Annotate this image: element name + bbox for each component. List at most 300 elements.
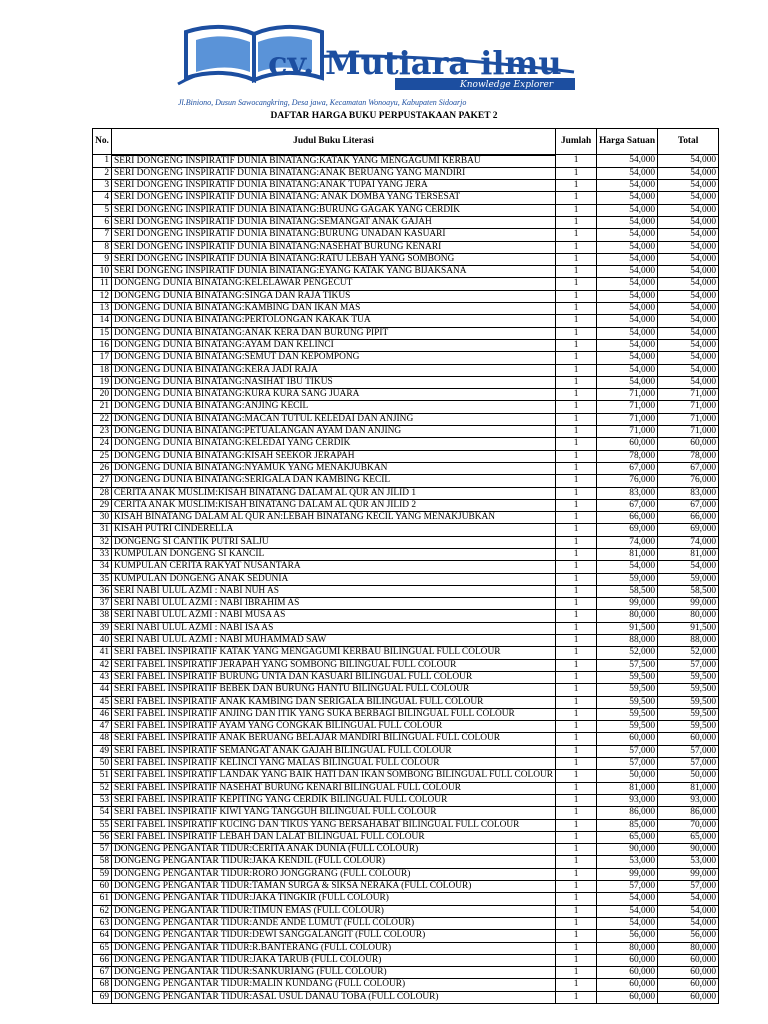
quantity: 1 (556, 180, 597, 192)
row-number: 20 (93, 389, 112, 401)
row-total: 88,000 (658, 635, 719, 647)
book-title: SERI FABEL INSPIRATIF ANJING DAN ITIK YANG SUKA BERBAGI BILINGUAL FULL COLOUR (112, 708, 556, 720)
table-row (93, 155, 719, 168)
table-row (93, 770, 719, 782)
book-title: SERI FABEL INSPIRATIF LANDAK YANG BAIK HATI DAN IKAN SOMBONG BILINGUAL FULL COLOUR (112, 770, 556, 782)
row-number: 30 (93, 512, 112, 524)
row-number: 12 (93, 290, 112, 302)
table-row (93, 364, 719, 376)
table-row (93, 979, 719, 991)
quantity: 1 (556, 610, 597, 622)
row-total: 76,000 (658, 475, 719, 487)
table-row (93, 315, 719, 327)
row-total: 59,500 (658, 696, 719, 708)
quantity: 1 (556, 844, 597, 856)
row-total: 71,000 (658, 413, 719, 425)
row-total: 80,000 (658, 942, 719, 954)
column-header-total: Total (658, 129, 719, 155)
row-total: 60,000 (658, 991, 719, 1003)
row-number: 49 (93, 745, 112, 757)
book-title: SERI FABEL INSPIRATIF KIWI YANG TANGGUH BILINGUAL FULL COLOUR (112, 807, 556, 819)
quantity: 1 (556, 573, 597, 585)
row-total: 54,000 (658, 376, 719, 388)
table-row (93, 241, 719, 253)
row-total: 54,000 (658, 155, 719, 168)
row-number: 48 (93, 733, 112, 745)
row-number: 5 (93, 204, 112, 216)
unit-price: 59,500 (597, 721, 658, 733)
quantity: 1 (556, 229, 597, 241)
row-number: 37 (93, 598, 112, 610)
table-row (93, 229, 719, 241)
book-title: SERI DONGENG INSPIRATIF DUNIA BINATANG:RATU LEBAH YANG SOMBONG (112, 253, 556, 265)
row-total: 54,000 (658, 253, 719, 265)
unit-price: 54,000 (597, 204, 658, 216)
quantity: 1 (556, 930, 597, 942)
unit-price: 54,000 (597, 290, 658, 302)
quantity: 1 (556, 278, 597, 290)
unit-price: 91,500 (597, 622, 658, 634)
row-number: 43 (93, 671, 112, 683)
table-row (93, 450, 719, 462)
table-row (93, 794, 719, 806)
book-title: DONGENG PENGANTAR TIDUR:CERITA ANAK DUNIA (FULL COLOUR) (112, 844, 556, 856)
table-row (93, 487, 719, 499)
table-row (93, 204, 719, 216)
row-number: 61 (93, 893, 112, 905)
row-number: 21 (93, 401, 112, 413)
book-title: KUMPULAN DONGENG SI KANCIL (112, 549, 556, 561)
book-title: SERI FABEL INSPIRATIF KELINCI YANG MALAS BILINGUAL FULL COLOUR (112, 758, 556, 770)
unit-price: 69,000 (597, 524, 658, 536)
table-row (93, 253, 719, 265)
book-title: DONGENG DUNIA BINATANG:SINGA DAN RAJA TIKUS (112, 290, 556, 302)
row-number: 69 (93, 991, 112, 1003)
quantity: 1 (556, 389, 597, 401)
table-row (93, 610, 719, 622)
row-total: 54,000 (658, 180, 719, 192)
unit-price: 57,000 (597, 745, 658, 757)
row-total: 54,000 (658, 229, 719, 241)
quantity: 1 (556, 192, 597, 204)
unit-price: 74,000 (597, 536, 658, 548)
table-row (93, 696, 719, 708)
table-row (93, 524, 719, 536)
quantity: 1 (556, 561, 597, 573)
unit-price: 99,000 (597, 868, 658, 880)
unit-price: 54,000 (597, 155, 658, 168)
book-title: SERI NABI ULUL AZMI : NABI MUHAMMAD SAW (112, 635, 556, 647)
table-row (93, 339, 719, 351)
table-row (93, 954, 719, 966)
book-title: SERI DONGENG INSPIRATIF DUNIA BINATANG:ANAK TUPAI YANG JERA (112, 180, 556, 192)
row-number: 7 (93, 229, 112, 241)
quantity: 1 (556, 758, 597, 770)
quantity: 1 (556, 487, 597, 499)
table-row (93, 758, 719, 770)
unit-price: 71,000 (597, 413, 658, 425)
unit-price: 59,500 (597, 684, 658, 696)
table-row (93, 462, 719, 474)
row-total: 71,000 (658, 426, 719, 438)
quantity: 1 (556, 536, 597, 548)
row-number: 39 (93, 622, 112, 634)
table-row (93, 303, 719, 315)
quantity: 1 (556, 401, 597, 413)
row-total: 57,000 (658, 745, 719, 757)
row-number: 47 (93, 721, 112, 733)
book-title: DONGENG DUNIA BINATANG:SERIGALA DAN KAMBING KECIL (112, 475, 556, 487)
table-row (93, 745, 719, 757)
unit-price: 86,000 (597, 807, 658, 819)
row-number: 10 (93, 266, 112, 278)
row-number: 52 (93, 782, 112, 794)
book-title: SERI NABI ULUL AZMI : NABI MUSA AS (112, 610, 556, 622)
book-title: CERITA ANAK MUSLIM:KISAH BINATANG DALAM AL QUR AN JILID 2 (112, 499, 556, 511)
quantity: 1 (556, 303, 597, 315)
row-number: 23 (93, 426, 112, 438)
quantity: 1 (556, 438, 597, 450)
company-tagline: Knowledge Explorer (460, 80, 554, 90)
row-number: 19 (93, 376, 112, 388)
row-number: 1 (93, 155, 112, 168)
book-title: SERI FABEL INSPIRATIF BURUNG UNTA DAN KASUARI BILINGUAL FULL COLOUR (112, 671, 556, 683)
row-total: 71,000 (658, 389, 719, 401)
row-total: 99,000 (658, 868, 719, 880)
unit-price: 59,500 (597, 708, 658, 720)
book-title: SERI FABEL INSPIRATIF BEBEK DAN BURUNG HANTU BILINGUAL FULL COLOUR (112, 684, 556, 696)
unit-price: 71,000 (597, 401, 658, 413)
book-title: SERI NABI ULUL AZMI : NABI ISA AS (112, 622, 556, 634)
book-title: CERITA ANAK MUSLIM:KISAH BINATANG DALAM AL QUR AN JILID 1 (112, 487, 556, 499)
unit-price: 50,000 (597, 770, 658, 782)
quantity: 1 (556, 426, 597, 438)
row-number: 60 (93, 881, 112, 893)
book-title: DONGENG DUNIA BINATANG:PERTOLONGAN KAKAK TUA (112, 315, 556, 327)
book-title: DONGENG PENGANTAR TIDUR:SANKURIANG (FULL COLOUR) (112, 967, 556, 979)
quantity: 1 (556, 905, 597, 917)
row-number: 42 (93, 659, 112, 671)
quantity: 1 (556, 708, 597, 720)
table-row (93, 893, 719, 905)
table-row (93, 647, 719, 659)
table-row (93, 352, 719, 364)
table-row (93, 389, 719, 401)
quantity: 1 (556, 868, 597, 880)
row-total: 57,000 (658, 758, 719, 770)
book-title: DONGENG SI CANTIK PUTRI SALJU (112, 536, 556, 548)
row-number: 63 (93, 917, 112, 929)
book-title: SERI FABEL INSPIRATIF ANAK KAMBING DAN SERIGALA BILINGUAL FULL COLOUR (112, 696, 556, 708)
quantity: 1 (556, 290, 597, 302)
table-row (93, 708, 719, 720)
book-title: DONGENG DUNIA BINATANG:NASIHAT IBU TIKUS (112, 376, 556, 388)
unit-price: 54,000 (597, 180, 658, 192)
quantity: 1 (556, 499, 597, 511)
unit-price: 57,500 (597, 659, 658, 671)
book-title: SERI NABI ULUL AZMI : NABI NUH AS (112, 585, 556, 597)
quantity: 1 (556, 155, 597, 168)
row-total: 59,500 (658, 684, 719, 696)
quantity: 1 (556, 327, 597, 339)
row-number: 2 (93, 167, 112, 179)
book-title: DONGENG DUNIA BINATANG:SEMUT DAN KEPOMPONG (112, 352, 556, 364)
book-title: SERI DONGENG INSPIRATIF DUNIA BINATANG:BURUNG GAGAK YANG CERDIK (112, 204, 556, 216)
row-number: 46 (93, 708, 112, 720)
row-number: 22 (93, 413, 112, 425)
table-row (93, 868, 719, 880)
table-row (93, 782, 719, 794)
book-title: DONGENG PENGANTAR TIDUR:ANDE ANDE LUMUT (FULL COLOUR) (112, 917, 556, 929)
unit-price: 60,000 (597, 979, 658, 991)
row-total: 90,000 (658, 844, 719, 856)
unit-price: 67,000 (597, 499, 658, 511)
row-total: 59,500 (658, 671, 719, 683)
row-number: 15 (93, 327, 112, 339)
unit-price: 85,000 (597, 819, 658, 831)
book-title: SERI FABEL INSPIRATIF LEBAH DAN LALAT BILINGUAL FULL COLOUR (112, 831, 556, 843)
book-title: DONGENG PENGANTAR TIDUR:TIMUN EMAS (FULL COLOUR) (112, 905, 556, 917)
quantity: 1 (556, 733, 597, 745)
table-row (93, 376, 719, 388)
row-total: 59,500 (658, 708, 719, 720)
column-header-judul: Judul Buku Literasi (112, 129, 556, 155)
table-row (93, 721, 719, 733)
unit-price: 66,000 (597, 512, 658, 524)
price-list-table (92, 128, 719, 1004)
row-number: 11 (93, 278, 112, 290)
book-title: KISAH BINATANG DALAM AL QUR AN:LEBAH BINATANG KECIL YANG MENAKJUBKAN (112, 512, 556, 524)
row-number: 25 (93, 450, 112, 462)
table-row (93, 831, 719, 843)
quantity: 1 (556, 696, 597, 708)
unit-price: 54,000 (597, 167, 658, 179)
unit-price: 54,000 (597, 327, 658, 339)
letterhead (0, 0, 768, 110)
book-title: SERI FABEL INSPIRATIF NASEHAT BURUNG KENARI BILINGUAL FULL COLOUR (112, 782, 556, 794)
unit-price: 54,000 (597, 561, 658, 573)
row-total: 86,000 (658, 807, 719, 819)
table-row (93, 413, 719, 425)
quantity: 1 (556, 856, 597, 868)
row-total: 59,500 (658, 721, 719, 733)
table-row (93, 327, 719, 339)
table-row (93, 917, 719, 929)
unit-price: 83,000 (597, 487, 658, 499)
row-total: 83,000 (658, 487, 719, 499)
row-number: 29 (93, 499, 112, 511)
row-number: 31 (93, 524, 112, 536)
row-total: 74,000 (658, 536, 719, 548)
book-title: DONGENG DUNIA BINATANG:PETUALANGAN AYAM DAN ANJING (112, 426, 556, 438)
unit-price: 80,000 (597, 610, 658, 622)
quantity: 1 (556, 462, 597, 474)
unit-price: 99,000 (597, 598, 658, 610)
row-total: 59,000 (658, 573, 719, 585)
table-row (93, 671, 719, 683)
table-row (93, 192, 719, 204)
company-name: cv. Mutiara ilmu (268, 44, 562, 82)
quantity: 1 (556, 770, 597, 782)
book-title: SERI FABEL INSPIRATIF AYAM YANG CONGKAK BILINGUAL FULL COLOUR (112, 721, 556, 733)
row-total: 60,000 (658, 438, 719, 450)
quantity: 1 (556, 684, 597, 696)
row-number: 41 (93, 647, 112, 659)
table-row (93, 967, 719, 979)
row-total: 67,000 (658, 462, 719, 474)
row-number: 9 (93, 253, 112, 265)
row-total: 54,000 (658, 905, 719, 917)
table-row (93, 881, 719, 893)
row-number: 38 (93, 610, 112, 622)
book-title: DONGENG PENGANTAR TIDUR:R.BANTERANG (FULL COLOUR) (112, 942, 556, 954)
row-number: 66 (93, 954, 112, 966)
unit-price: 53,000 (597, 856, 658, 868)
quantity: 1 (556, 266, 597, 278)
book-title: SERI DONGENG INSPIRATIF DUNIA BINATANG:BURUNG UNADAN KASUARI (112, 229, 556, 241)
row-total: 60,000 (658, 967, 719, 979)
quantity: 1 (556, 979, 597, 991)
quantity: 1 (556, 991, 597, 1003)
row-total: 54,000 (658, 241, 719, 253)
unit-price: 65,000 (597, 831, 658, 843)
book-title: DONGENG PENGANTAR TIDUR:JAKA KENDIL (FULL COLOUR) (112, 856, 556, 868)
row-total: 54,000 (658, 364, 719, 376)
row-total: 54,000 (658, 339, 719, 351)
row-total: 81,000 (658, 782, 719, 794)
table-row (93, 561, 719, 573)
row-number: 24 (93, 438, 112, 450)
quantity: 1 (556, 549, 597, 561)
unit-price: 60,000 (597, 967, 658, 979)
unit-price: 60,000 (597, 438, 658, 450)
quantity: 1 (556, 647, 597, 659)
book-title: DONGENG DUNIA BINATANG:NYAMUK YANG MENAKJUBKAN (112, 462, 556, 474)
book-title: SERI FABEL INSPIRATIF KATAK YANG MENGAGUMI KERBAU BILINGUAL FULL COLOUR (112, 647, 556, 659)
book-title: SERI DONGENG INSPIRATIF DUNIA BINATANG:SEMANGAT ANAK GAJAH (112, 216, 556, 228)
unit-price: 52,000 (597, 647, 658, 659)
row-total: 60,000 (658, 979, 719, 991)
row-number: 3 (93, 180, 112, 192)
row-number: 51 (93, 770, 112, 782)
quantity: 1 (556, 204, 597, 216)
row-total: 56,000 (658, 930, 719, 942)
book-title: DONGENG PENGANTAR TIDUR:TAMAN SURGA & SIKSA NERAKA (FULL COLOUR) (112, 881, 556, 893)
row-total: 54,000 (658, 327, 719, 339)
quantity: 1 (556, 339, 597, 351)
row-number: 67 (93, 967, 112, 979)
table-row (93, 536, 719, 548)
quantity: 1 (556, 954, 597, 966)
row-number: 13 (93, 303, 112, 315)
table-row (93, 819, 719, 831)
row-total: 66,000 (658, 512, 719, 524)
unit-price: 58,500 (597, 585, 658, 597)
table-row (93, 549, 719, 561)
book-title: DONGENG PENGANTAR TIDUR:DEWI SANGGALANGIT (FULL COLOUR) (112, 930, 556, 942)
unit-price: 81,000 (597, 549, 658, 561)
quantity: 1 (556, 524, 597, 536)
row-total: 58,500 (658, 585, 719, 597)
unit-price: 60,000 (597, 954, 658, 966)
table-row (93, 585, 719, 597)
quantity: 1 (556, 216, 597, 228)
table-row (93, 659, 719, 671)
row-number: 17 (93, 352, 112, 364)
unit-price: 54,000 (597, 303, 658, 315)
table-row (93, 844, 719, 856)
row-number: 56 (93, 831, 112, 843)
quantity: 1 (556, 598, 597, 610)
book-title: SERI FABEL INSPIRATIF SEMANGAT ANAK GAJAH BILINGUAL FULL COLOUR (112, 745, 556, 757)
book-title: SERI DONGENG INSPIRATIF DUNIA BINATANG:EYANG KATAK YANG BIJAKSANA (112, 266, 556, 278)
row-number: 55 (93, 819, 112, 831)
quantity: 1 (556, 450, 597, 462)
quantity: 1 (556, 794, 597, 806)
row-total: 54,000 (658, 216, 719, 228)
unit-price: 60,000 (597, 991, 658, 1003)
row-total: 99,000 (658, 598, 719, 610)
unit-price: 57,000 (597, 758, 658, 770)
table-row (93, 598, 719, 610)
table-row (93, 499, 719, 511)
table-row (93, 930, 719, 942)
row-total: 60,000 (658, 733, 719, 745)
quantity: 1 (556, 635, 597, 647)
row-total: 70,000 (658, 819, 719, 831)
book-title: DONGENG DUNIA BINATANG:ANAK KERA DAN BURUNG PIPIT (112, 327, 556, 339)
row-number: 32 (93, 536, 112, 548)
row-total: 91,500 (658, 622, 719, 634)
quantity: 1 (556, 807, 597, 819)
unit-price: 54,000 (597, 315, 658, 327)
table-row (93, 905, 719, 917)
book-title: SERI DONGENG INSPIRATIF DUNIA BINATANG:KATAK YANG MENGAGUMI KERBAU (112, 155, 556, 168)
book-title: SERI NABI ULUL AZMI : NABI IBRAHIM AS (112, 598, 556, 610)
unit-price: 54,000 (597, 917, 658, 929)
row-number: 33 (93, 549, 112, 561)
book-title: KUMPULAN DONGENG ANAK SEDUNIA (112, 573, 556, 585)
quantity: 1 (556, 967, 597, 979)
table-row (93, 278, 719, 290)
company-address: Jl.Biniono, Dusun Sawocangkring, Desa jawa, Kecamatan Wonoayu, Kabupaten Sidoarjo (178, 98, 467, 107)
table-row (93, 512, 719, 524)
table-row (93, 635, 719, 647)
row-total: 69,000 (658, 524, 719, 536)
table-row (93, 290, 719, 302)
row-total: 57,000 (658, 881, 719, 893)
row-total: 80,000 (658, 610, 719, 622)
unit-price: 71,000 (597, 389, 658, 401)
column-header-no: No. (93, 129, 112, 155)
book-title: KUMPULAN CERITA RAKYAT NUSANTARA (112, 561, 556, 573)
table-row (93, 942, 719, 954)
unit-price: 78,000 (597, 450, 658, 462)
book-title: KISAH PUTRI CINDERELLA (112, 524, 556, 536)
column-header-harga-satuan: Harga Satuan (597, 129, 658, 155)
row-number: 34 (93, 561, 112, 573)
book-title: DONGENG DUNIA BINATANG:MACAN TUTUL KELEDAI DAN ANJING (112, 413, 556, 425)
book-title: DONGENG DUNIA BINATANG:KELEDAI YANG CERDIK (112, 438, 556, 450)
row-total: 50,000 (658, 770, 719, 782)
row-number: 54 (93, 807, 112, 819)
book-title: DONGENG DUNIA BINATANG:ANJING KECIL (112, 401, 556, 413)
document-title: DAFTAR HARGA BUKU PERPUSTAKAAN PAKET 2 (270, 111, 498, 121)
row-total: 67,000 (658, 499, 719, 511)
row-number: 45 (93, 696, 112, 708)
table-row (93, 684, 719, 696)
row-total: 54,000 (658, 167, 719, 179)
